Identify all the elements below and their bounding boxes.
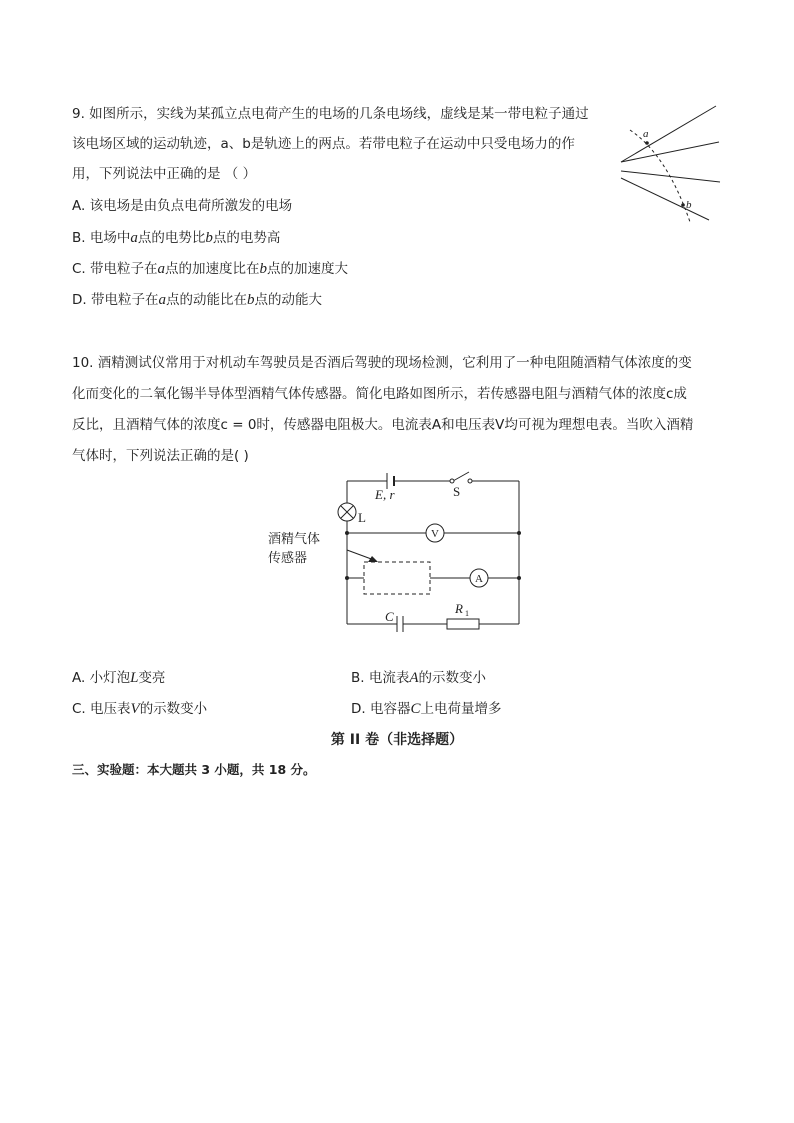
q10-stem-line-4: 气体时，下列说法正确的是( ) [72, 448, 249, 464]
switch-contact [450, 479, 454, 483]
point-a-label: a [643, 128, 649, 140]
voltmeter-label: V [431, 528, 439, 540]
q10-option-d[interactable]: D. 电容器C上电荷量增多 [351, 701, 502, 717]
capacitor-label: C [385, 609, 394, 624]
q9-option-d[interactable]: D. 带电粒子在a点的动能比在b点的动能大 [72, 292, 322, 308]
field-lines-figure [612, 100, 728, 226]
section-title: 第 II 卷（非选择题） [330, 732, 464, 748]
section-subtitle: 三、实验题：本大题共 3 小题，共 18 分。 [72, 762, 316, 777]
sensor-label-line-1: 酒精气体 [268, 531, 321, 546]
q10-option-c[interactable]: C. 电压表V的示数变小 [72, 701, 208, 717]
arrow-head [368, 556, 378, 562]
resistor-subscript: 1 [465, 609, 469, 618]
sensor-pointer-arrow [347, 550, 374, 560]
point-b-dot [681, 203, 685, 207]
circuit-diagram [262, 466, 530, 636]
q9-option-b[interactable]: B. 电场中a点的电势比b点的电势高 [72, 230, 281, 246]
resistor-icon [447, 619, 479, 629]
point-b-label: b [686, 199, 692, 211]
ammeter-label: A [475, 573, 483, 585]
sensor-label-line-2: 传感器 [268, 550, 308, 565]
switch-label: S [453, 484, 461, 499]
q9-stem-line-3: 用，下列说法中正确的是 （ ） [72, 166, 257, 182]
q10-stem-line-2: 化而变化的二氧化锡半导体型酒精气体传感器。简化电路如图所示，若传感器电阻与酒精气体的浓度c成 [72, 386, 687, 402]
q10-option-a[interactable]: A. 小灯泡L变亮 [72, 670, 166, 686]
junction-dot [345, 531, 349, 535]
junction-dot [517, 531, 521, 535]
switch-contact [468, 479, 472, 483]
particle-trajectory [630, 130, 690, 222]
q9-option-a[interactable]: A. 该电场是由负点电荷所激发的电场 [72, 198, 293, 214]
q10-option-b[interactable]: B. 电流表A的示数变小 [351, 670, 487, 686]
field-line [621, 142, 719, 162]
q9-stem-line-1: 9. 如图所示，实线为某孤立点电荷产生的电场的几条电场线，虚线是某一带电粒子通过 [72, 106, 589, 122]
q9-stem-line-2: 该电场区域的运动轨迹，a、b是轨迹上的两点。若带电粒子在运动中只受电场力的作 [72, 136, 575, 152]
q9-option-c[interactable]: C. 带电粒子在a点的加速度比在b点的加速度大 [72, 261, 349, 277]
switch-lever [453, 472, 469, 481]
lamp-label: L [358, 510, 366, 525]
junction-dot [345, 576, 349, 580]
sensor-box [364, 562, 430, 594]
field-line [621, 178, 709, 220]
resistor-label: R [455, 601, 463, 616]
point-a-dot [645, 141, 649, 145]
battery-label: E, r [375, 487, 395, 502]
q10-stem-line-1: 10. 酒精测试仪常用于对机动车驾驶员是否酒后驾驶的现场检测，它利用了一种电阻随酒精气体浓度的变 [72, 355, 692, 371]
junction-dot [517, 576, 521, 580]
q10-stem-line-3: 反比，且酒精气体的浓度c = 0时，传感器电阻极大。电流表A和电压表V均可视为理想电表。当吹入酒精 [72, 417, 694, 433]
